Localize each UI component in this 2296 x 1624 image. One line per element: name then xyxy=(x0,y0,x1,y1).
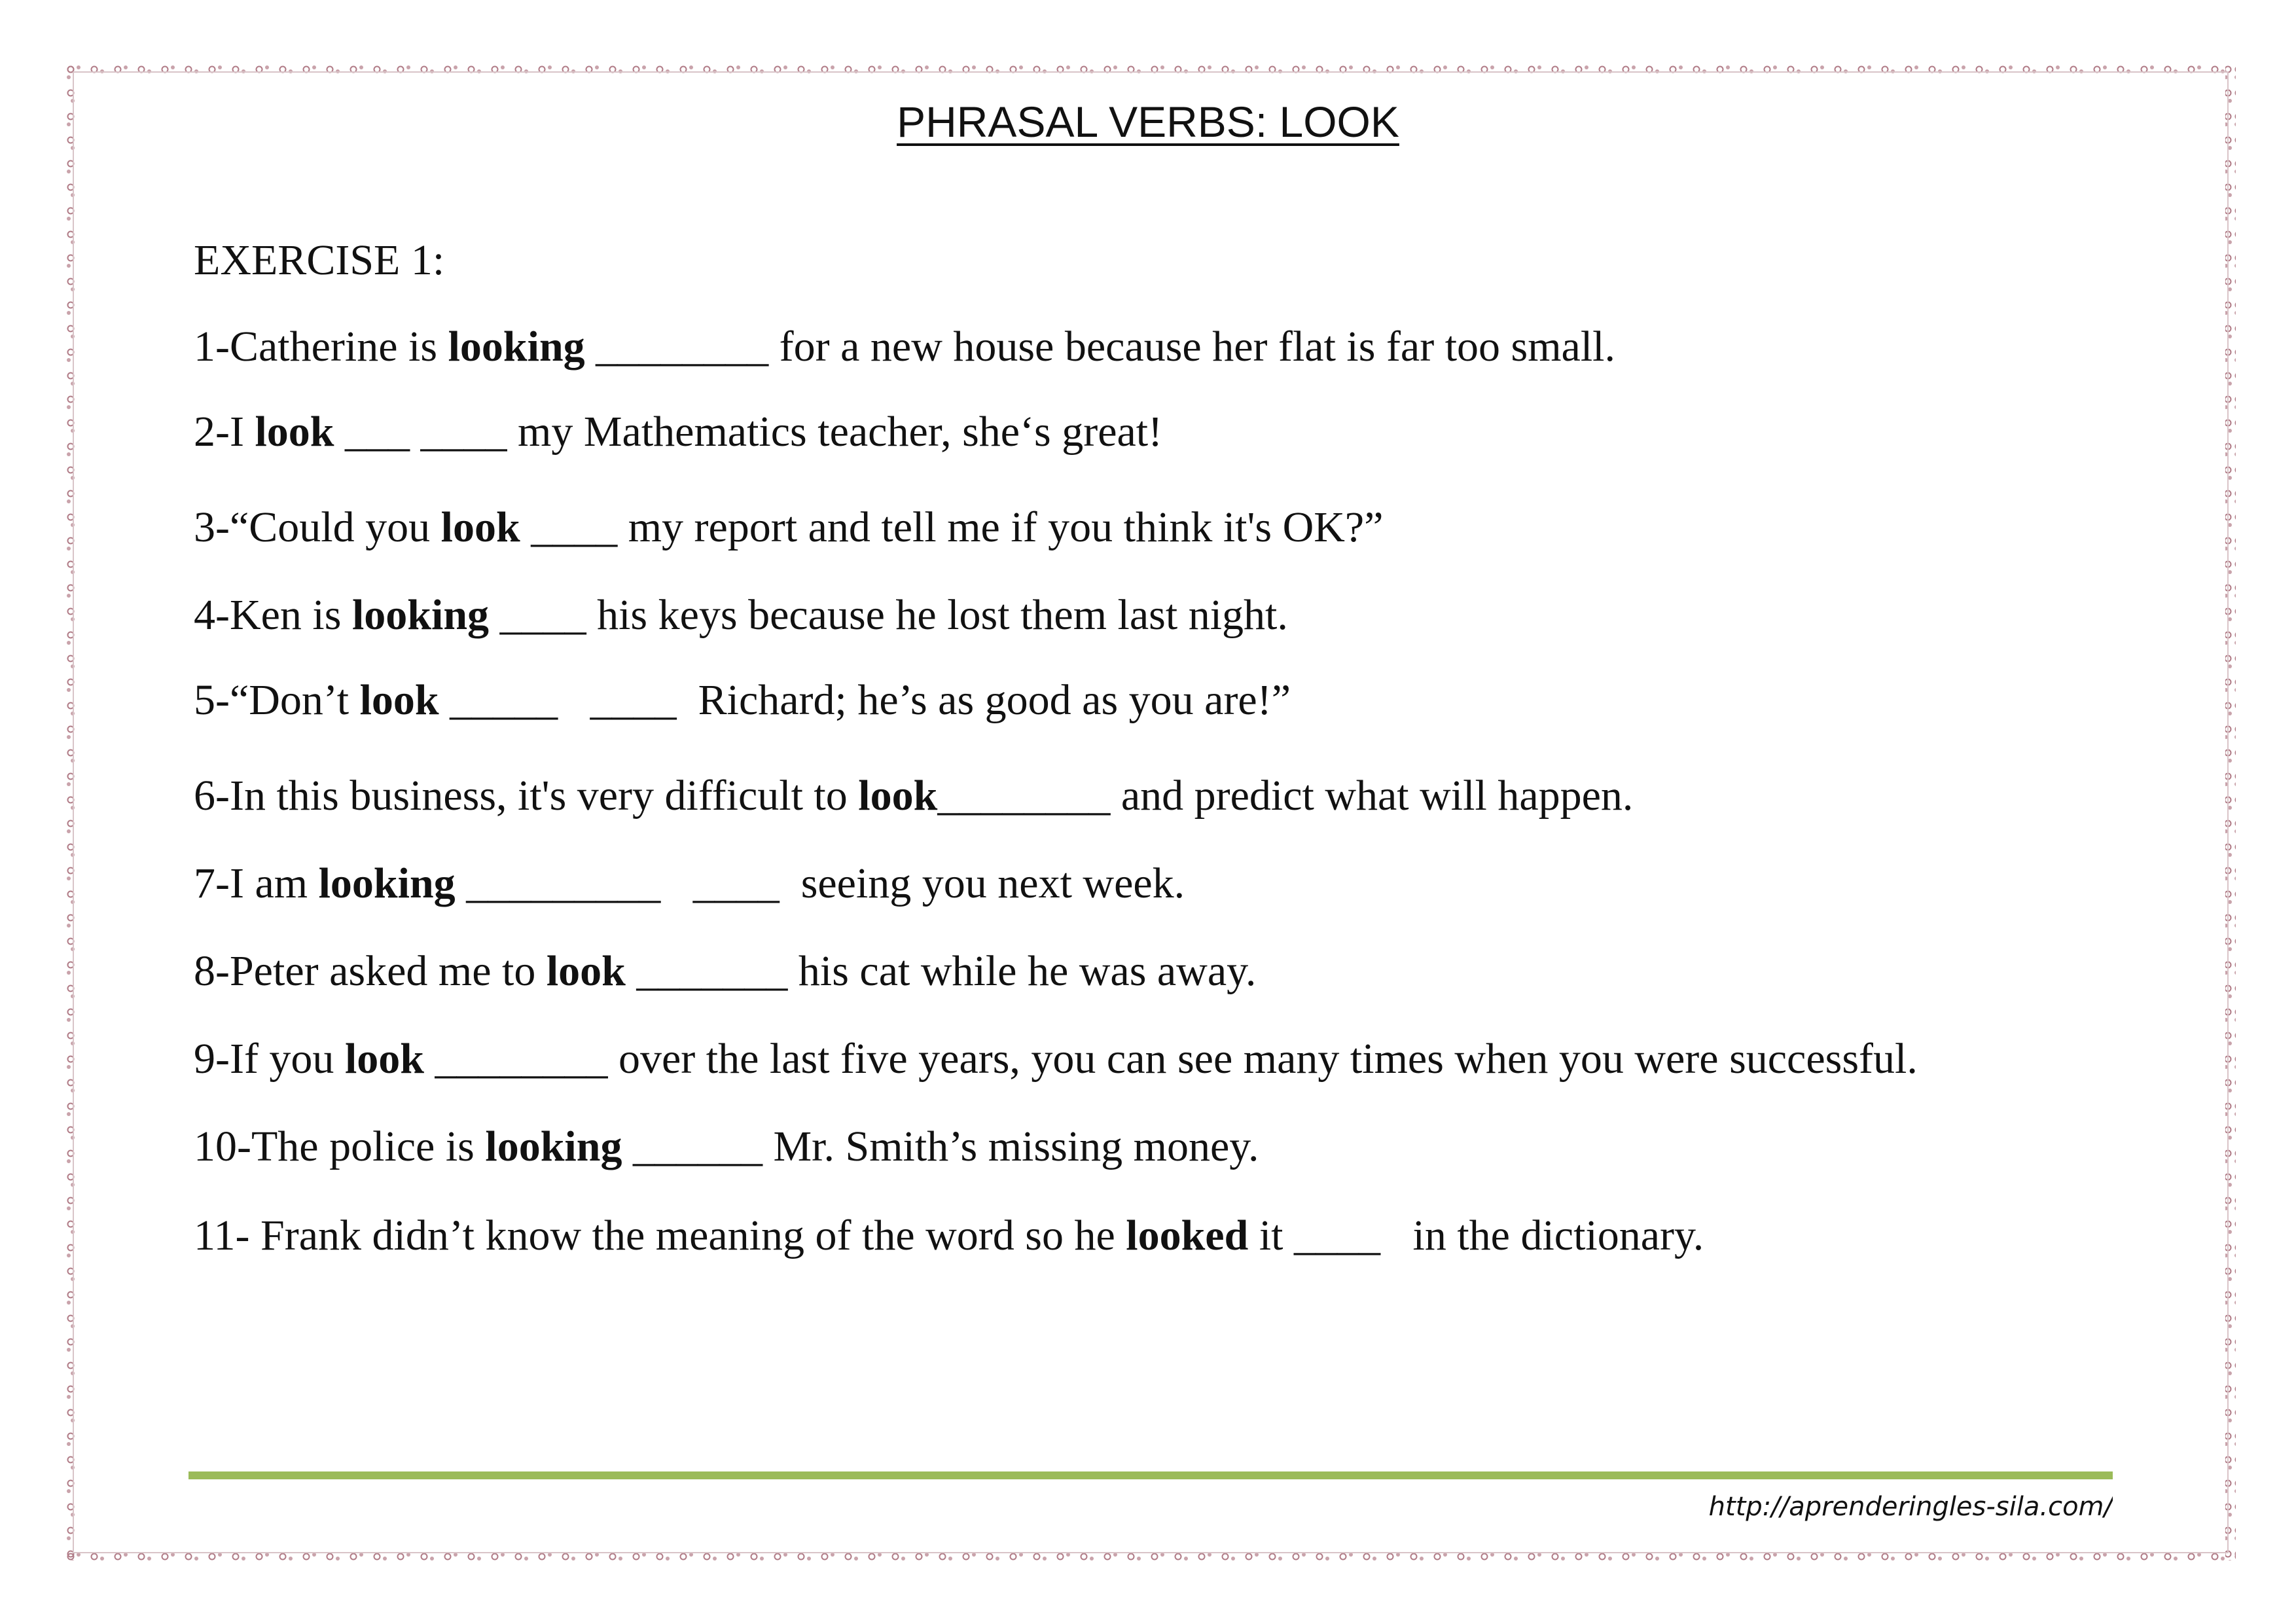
sentence-5-post: _____ ____ Richard; he’s as good as you are!” xyxy=(439,676,1291,724)
sentence-9-verb: look xyxy=(344,1035,424,1083)
footer-url-link[interactable]: http://aprenderingles-sila.com/ xyxy=(1708,1492,2113,1522)
sentence-8-post: _______ his cat while he was away. xyxy=(625,947,1257,995)
sentence-4 xyxy=(194,589,1288,641)
sentence-7-verb: looking xyxy=(318,859,456,907)
sentence-2-post: ___ ____ my Mathematics teacher, she‘s great! xyxy=(334,408,1163,456)
sentence-7 xyxy=(194,857,1185,910)
footer-divider xyxy=(188,1471,2113,1479)
sentence-1-post: ________ for a new house because her flat is far too small. xyxy=(584,323,1616,370)
sentence-6-pre: 6-In this business, it's very difficult to xyxy=(194,772,859,820)
sentence-6-verb: look xyxy=(858,772,938,820)
sentence-5 xyxy=(194,674,1291,727)
worksheet-title xyxy=(0,96,2296,148)
sentence-10-pre: 10-The police is xyxy=(194,1123,486,1170)
sentence-1 xyxy=(194,321,1615,373)
sentence-7-pre: 7-I am xyxy=(194,859,319,907)
sentence-11-post: it ____ in the dictionary. xyxy=(1248,1212,1704,1259)
sentence-4-verb: looking xyxy=(351,591,490,639)
sentence-6 xyxy=(194,770,1633,822)
sentence-8-pre: 8-Peter asked me to xyxy=(194,947,547,995)
sentence-5-pre: 5-“Don’t xyxy=(194,676,360,724)
sentence-6-post: ________ and predict what will happen. xyxy=(937,772,1634,820)
sentence-11-verb: looked xyxy=(1126,1212,1249,1259)
sentence-2 xyxy=(194,406,1162,458)
sentence-10 xyxy=(194,1121,1259,1173)
sentence-3-verb: look xyxy=(440,503,520,551)
sentence-8 xyxy=(194,945,1256,998)
sentence-3-post: ____ my report and tell me if you think it's OK?” xyxy=(520,503,1384,551)
sentence-1-verb: looking xyxy=(448,323,585,370)
sentence-8-verb: look xyxy=(546,947,626,995)
sentence-9-pre: 9-If you xyxy=(194,1035,345,1083)
sentence-4-pre: 4-Ken is xyxy=(194,591,352,639)
sentence-9-post: ________ over the last five years, you can see many times when you were successful. xyxy=(423,1035,1918,1083)
sentence-4-post: ____ his keys because he lost them last night. xyxy=(489,591,1288,639)
exercise-heading: EXERCISE 1: xyxy=(194,236,445,284)
sentence-11 xyxy=(194,1210,1704,1262)
sentence-7-post: _________ ____ seeing you next week. xyxy=(455,859,1185,907)
worksheet-title-text: PHRASAL VERBS: LOOK xyxy=(897,98,1399,146)
sentence-10-post: ______ Mr. Smith’s missing money. xyxy=(622,1123,1259,1170)
sentence-1-pre: 1-Catherine is xyxy=(194,323,448,370)
sentence-5-verb: look xyxy=(359,676,439,724)
sentence-3 xyxy=(194,501,1384,554)
sentence-2-pre: 2-I xyxy=(194,408,255,456)
sentence-9 xyxy=(194,1033,1918,1085)
sentence-10-verb: looking xyxy=(485,1123,622,1170)
sentence-11-pre: 11- Frank didn’t know the meaning of the word so he xyxy=(194,1212,1126,1259)
sentence-3-pre: 3-“Could you xyxy=(194,503,441,551)
sentence-2-verb: look xyxy=(255,408,334,456)
